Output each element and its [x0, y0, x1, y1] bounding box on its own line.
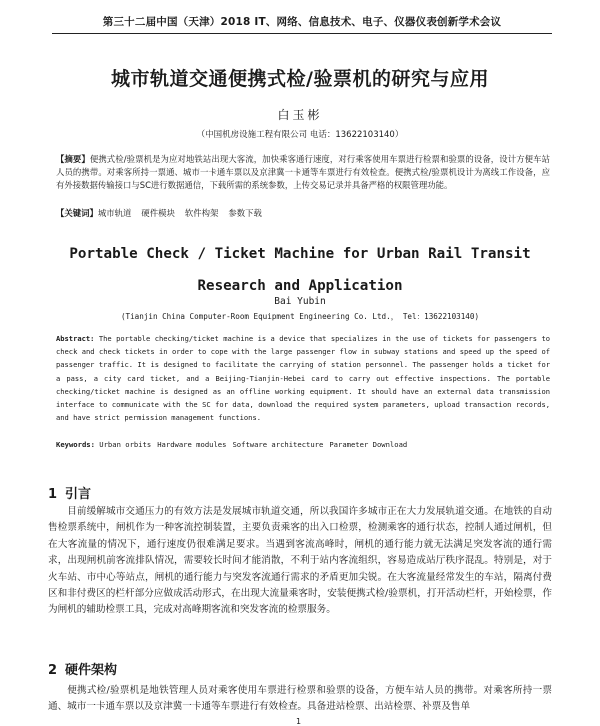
section-1-paragraph: 目前缓解城市交通压力的有效方法是发展城市轨道交通，所以我国许多城市正在大力发展轨道交通。在地铁的自动售检票系统中，闸机作为一种客流控制装置，主要负责乘客的出入口检票，检测乘客的通行状态，控制人通过闸机，但在大客流量的情况下，通行速度仍很难满足要求。当遇到客流高峰时，闸机的通行能力就无法满足突发客流的通行需求，出现闸机前客流排队情况，需要较长时间才能消散，不利于站内客流组织，容易造成站厅秩序混乱。特别是，对于火车站、市中心等站点，闸机的通行能力与突发客流通行需求的矛盾更加尖锐。在大客流量经常发生的车站，隔离付费区和非付费区的栏杆部分应做成活动形式，在出现大流量乘客时，安装便携式检/验票机，打开活动栏杆，开始检票，作为闸机的辅助检票工具，完成对高峰期客流和突发客流的检票服务。	[48, 506, 552, 616]
abstract-chinese	[56, 153, 550, 192]
title-english: Portable Check / Ticket Machine for Urban Rail Transit Research and Application	[69, 246, 531, 294]
keywords-chinese-label: 【关键词】	[56, 208, 98, 218]
section-2-paragraph: 便携式检/验票机是地铁管理人员对乘客使用车票进行检票和验票的设备，方便车站人员的携带。对乘客所持一票通、城市一卡通车票以及京津冀一卡通等车票进行有效检查。具备进站检票、出站检票、补票及售单	[48, 685, 552, 713]
running-header: 第三十二届中国（天津）2018 IT、网络、信息技术、电子、仪器仪表创新学术会议	[52, 14, 552, 34]
keyword-chinese: 城市轨道	[97, 208, 132, 218]
keywords-english	[56, 440, 550, 449]
abstract-english-label: Abstract:	[56, 334, 95, 343]
section-1-heading	[48, 483, 91, 502]
title-chinese: 城市轨道交通便携式检/验票机的研究与应用	[111, 68, 489, 90]
keyword-english: Hardware modules	[157, 440, 227, 449]
abstract-chinese-label: 【摘要】	[56, 154, 90, 164]
author-chinese: 白玉彬	[277, 108, 323, 122]
keyword-chinese: 软件构架	[184, 208, 219, 218]
affiliation-chinese: （中国机房设施工程有限公司 电话：13622103140）	[196, 130, 404, 140]
abstract-english	[56, 332, 550, 424]
section-2-title: 硬件架构	[65, 663, 118, 678]
page-number: 1	[296, 717, 302, 726]
section-1-title: 引言	[65, 487, 92, 502]
keyword-english: Parameter Download	[329, 440, 408, 449]
author-english: Bai Yubin	[274, 296, 326, 307]
keyword-english: Urban orbits	[99, 440, 152, 449]
keywords-chinese	[56, 207, 550, 219]
section-2-heading	[48, 659, 117, 678]
section-1-number: 1	[48, 487, 58, 502]
keyword-chinese: 参数下载	[228, 208, 262, 218]
keyword-english: Software architecture	[232, 440, 324, 449]
keywords-english-label: Keywords:	[56, 440, 95, 449]
section-2-number: 2	[48, 663, 58, 678]
abstract-english-text: The portable checking/ticket machine is a device that specializes in the use of tickets for passengers to check and check tickets in order to cope with the large passenger flow in subway stations and speed up the speed of passenger traffic. It is designed to facilitate the carrying of station personnel. The passenger holds a ticket for a pass, a city card ticket, and a Beijing-Tianjin-Hebei card to carry out effective inspections. The portable checking/ticket machine is designed as an offline working equipment. It should have an external data transmission interface to communicate with the SC for data, download the required system parameters, upload transaction records, and have strict permission management functions.	[56, 334, 550, 423]
abstract-chinese-text: 便携式检/验票机是为应对地铁站出现大客流，加快乘客通行速度，对行乘客使用车票进行检票和验票的设备，设计方便车站人员的携带。对乘客所持一票通、城市一卡通车票以及京津冀一卡通等车票进行有效检查。便携式检/验票机设计为离线工作设备，应有外接数据传输接口与SC进行数据通信，下载所需的系统参数，上传交易记录并具备严格的权限管理功能。	[56, 154, 550, 190]
affiliation-english: (Tianjin China Computer-Room Equipment Engineering Co. Ltd.， Tel：13622103140)	[120, 312, 480, 321]
keyword-chinese: 硬件模块	[141, 208, 175, 218]
